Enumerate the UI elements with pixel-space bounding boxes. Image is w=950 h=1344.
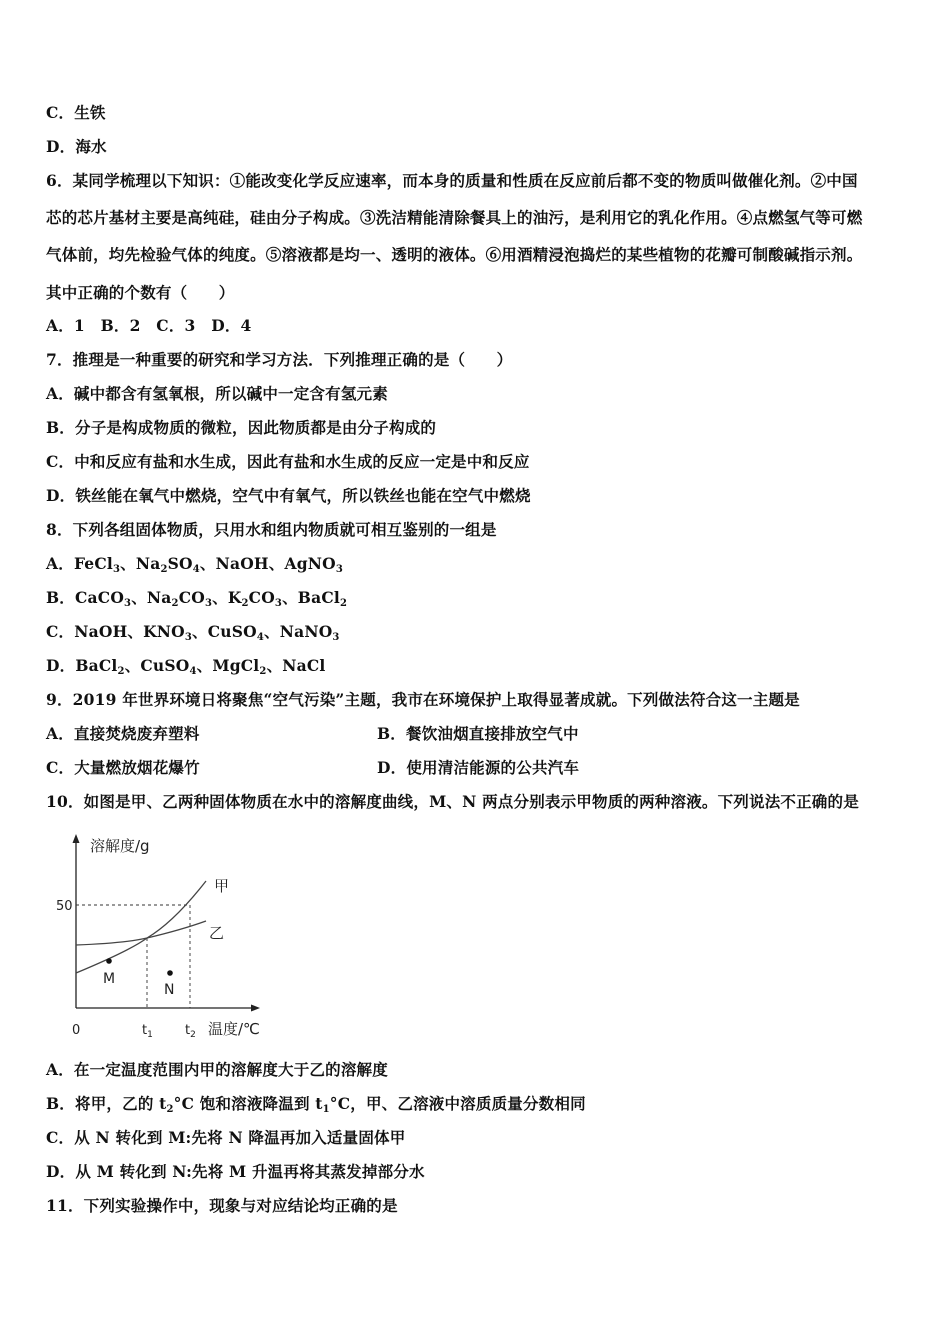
formula-text: CO	[178, 588, 205, 607]
formula-subscript: 4	[189, 666, 197, 677]
text-line-l23: C．从 N 转化到 M:先将 N 降温再加入适量固体甲	[46, 1128, 406, 1147]
formula-subscript: 2	[241, 598, 249, 609]
point-label-m: M	[103, 971, 116, 987]
formula-subscript: 4	[192, 564, 200, 575]
option-q8c	[46, 622, 340, 642]
formula-text: 、NaOH、AgNO	[199, 554, 336, 573]
formula-subscript: 2	[171, 598, 179, 609]
formula-subscript: 4	[256, 632, 265, 643]
formula-text: 、CuSO	[192, 622, 257, 641]
option-q10b	[46, 1094, 586, 1114]
formula-text: 、CuSO	[124, 656, 190, 675]
option-q8a	[46, 554, 343, 574]
formula-text: CO	[248, 588, 275, 607]
option-label: D．	[46, 656, 76, 675]
text-line-l6: A．1 B．2 C．3 D．4	[46, 316, 252, 335]
formula-subscript: 3	[335, 564, 343, 575]
series-label-jia: 甲	[214, 877, 230, 895]
formula-text: NaOH、KNO	[74, 622, 185, 641]
text-line-l21: A．在一定温度范围内甲的溶解度大于乙的溶解度	[46, 1060, 388, 1079]
option-q8b	[46, 588, 347, 608]
text-line-l3: 芯的芯片基材主要是高纯硅，硅由分子构成。③洗洁精能清除餐具上的油污，是利用它的乳化作用。④点燃氢气等可燃	[46, 208, 863, 227]
text-line-l2: 6．某同学梳理以下知识：①能改变化学反应速率，而本身的质量和性质在反应前后都不变的物质叫做催化剂。②中国	[46, 171, 858, 190]
formula-subscript: 2	[166, 1104, 174, 1115]
text-line-l18a: A．直接焚烧废弃塑料	[46, 724, 200, 743]
point-label-n: N	[164, 982, 175, 998]
formula-text: FeCl	[73, 554, 113, 573]
option-q8d	[46, 656, 326, 676]
formula-subscript: 3	[332, 632, 340, 643]
formula-subscript: 3	[204, 598, 213, 609]
text-line-l25: 11．下列实验操作中，现象与对应结论均正确的是	[46, 1196, 398, 1215]
formula-subscript: 2	[339, 598, 348, 609]
formula-text: 、Na	[131, 588, 172, 607]
formula-text: SO	[167, 554, 193, 573]
formula-text: CaCO	[75, 588, 125, 607]
option-label: B．	[46, 588, 76, 607]
y-axis-arrow	[73, 834, 80, 843]
text-line-l5: 其中正确的个数有（ ）	[46, 283, 235, 302]
option-label: C．	[46, 622, 75, 641]
formula-text: °C，甲、乙溶液中溶质质量分数相同	[329, 1094, 586, 1113]
formula-subscript: 3	[184, 632, 193, 643]
text-line-l19b: D．使用清洁能源的公共汽车	[377, 758, 580, 777]
origin-label: 0	[72, 1023, 81, 1038]
solubility-chart	[56, 832, 276, 1042]
text-line-l8: A．碱中都含有氢氧根，所以碱中一定含有氢元素	[46, 384, 388, 403]
formula-text: BaCl	[75, 656, 118, 675]
formula-text: °C 饱和溶液降温到 t	[173, 1094, 323, 1113]
x-tick-label-t1: $t_1$	[142, 1023, 153, 1040]
option-label: B．	[46, 1094, 76, 1113]
formula-text: 、K	[212, 588, 242, 607]
formula-subscript: 2	[117, 666, 125, 677]
point-n	[167, 970, 173, 976]
text-line-l24: D．从 M 转化到 N:先将 M 升温再将其蒸发掉部分水	[46, 1162, 425, 1181]
text-line-l10: C．中和反应有盐和水生成，因此有盐和水生成的反应一定是中和反应	[46, 452, 530, 471]
formula-text: 、NaNO	[264, 622, 333, 641]
formula-text: 、MgCl	[196, 656, 260, 675]
formula-text: 、BaCl	[282, 588, 340, 607]
text-line-l7: 7．推理是一种重要的研究和学习方法．下列推理正确的是（ ）	[46, 350, 513, 369]
x-axis-arrow	[251, 1005, 260, 1012]
y-tick-label-50: 50	[56, 899, 73, 914]
text-line-l4: 气体前，均先检验气体的纯度。⑤溶液都是均一、透明的液体。⑥用酒精浸泡捣烂的某些植物的花瓣可制酸碱指示剂。	[46, 245, 863, 264]
text-line-l20: 10．如图是甲、乙两种固体物质在水中的溶解度曲线，M、N 两点分别表示甲物质的两种溶液。下列说法不正确的是	[46, 792, 859, 811]
text-line-l0: C．生铁	[46, 103, 106, 122]
formula-subscript: 1	[322, 1104, 330, 1115]
text-line-l11: D．铁丝能在氧气中燃烧，空气中有氧气，所以铁丝也能在空气中燃烧	[46, 486, 531, 505]
formula-subscript: 3	[124, 598, 132, 609]
series-label-yi: 乙	[209, 924, 225, 942]
x-tick-label-t2: $t_2$	[185, 1023, 196, 1040]
point-m	[106, 958, 112, 964]
formula-subscript: 3	[274, 598, 283, 609]
text-line-l17: 9．2019 年世界环境日将聚焦“空气污染”主题，我市在环境保护上取得显著成就。下列做法符合这一主题是	[46, 690, 800, 709]
formula-subscript: 2	[160, 564, 168, 575]
x-axis-label: 温度/℃	[208, 1020, 260, 1038]
text-line-l19a: C．大量燃放烟花爆竹	[46, 758, 200, 777]
formula-text: 、NaCl	[266, 656, 326, 675]
text-line-l9: B．分子是构成物质的微粒，因此物质都是由分子构成的	[46, 418, 437, 437]
text-line-l1: D．海水	[46, 137, 107, 156]
formula-subscript: 2	[259, 666, 267, 677]
option-label: A．	[46, 554, 74, 573]
formula-subscript: 3	[112, 564, 121, 575]
formula-text: 将甲，乙的 t	[75, 1094, 167, 1113]
text-line-l12: 8．下列各组固体物质，只用水和组内物质就可相互鉴别的一组是	[46, 520, 497, 539]
text-line-l18b: B．餐饮油烟直接排放空气中	[377, 724, 579, 743]
y-axis-label: 溶解度/g	[90, 837, 150, 855]
formula-text: 、Na	[120, 554, 161, 573]
